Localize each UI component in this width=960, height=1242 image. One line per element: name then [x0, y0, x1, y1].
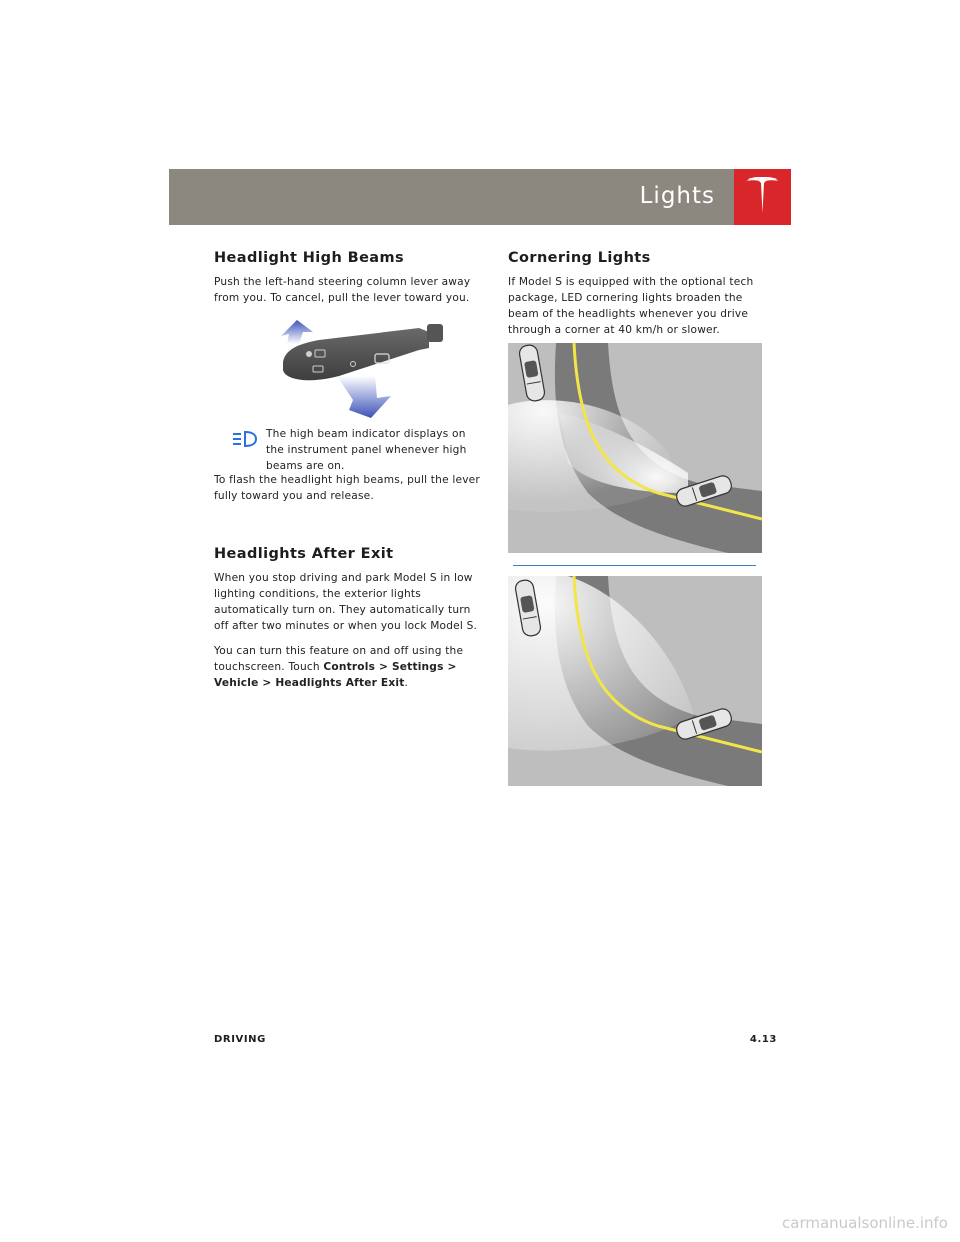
high-beams-paragraph: Push the left-hand steering column lever away from you. To cancel, pull the lever toward you. [214, 276, 471, 304]
headlights-after-exit-section [214, 546, 482, 691]
high-beam-indicator-icon [232, 430, 258, 448]
figure-divider [513, 565, 756, 566]
cornering-lights-illustration-with [508, 576, 762, 786]
after-exit-text: You can turn this feature on and off using the touchscreen. Touch [214, 645, 464, 673]
after-exit-paragraph-1: When you stop driving and park Model S in low lighting conditions, the exterior lights automatically turn on. They automatically turn off after two minutes or when you lock Model S. [214, 572, 478, 632]
section-heading-cornering: Cornering Lights [508, 250, 651, 266]
footer-page-number: 4.13 [749, 1034, 777, 1045]
page-header [169, 169, 791, 225]
cornering-lights-illustration-without [508, 343, 762, 553]
cornering-paragraph: If Model S is equipped with the optional tech package, LED cornering lights broaden the beam of the headlights whenever you drive through a corner at 40 km/h or slower. [508, 276, 754, 336]
right-column [508, 250, 762, 338]
steering-lever-illustration [279, 318, 449, 420]
flash-high-beams-paragraph: To flash the headlight high beams, pull the lever fully toward you and release. [214, 474, 480, 502]
tesla-logo [734, 169, 791, 225]
touchscreen-path: Controls > Settings > Vehicle > Headlights After Exit [214, 661, 457, 689]
after-exit-period: . [404, 677, 409, 689]
page-title: Lights [639, 183, 715, 209]
footer-section-name: DRIVING [214, 1034, 266, 1045]
watermark: carmanualsonline.info [782, 1214, 948, 1232]
after-exit-paragraph-2 [214, 643, 482, 691]
section-heading-high-beams: Headlight High Beams [214, 250, 405, 266]
left-column [214, 250, 482, 689]
pull-toward-arrow [337, 376, 391, 418]
push-away-arrow [281, 320, 313, 344]
section-heading-after-exit: Headlights After Exit [214, 546, 394, 562]
tesla-logo-icon [744, 177, 781, 217]
lever-body [283, 328, 429, 380]
indicator-note-text: The high beam indicator displays on the instrument panel whenever high beams are on. [266, 428, 467, 472]
